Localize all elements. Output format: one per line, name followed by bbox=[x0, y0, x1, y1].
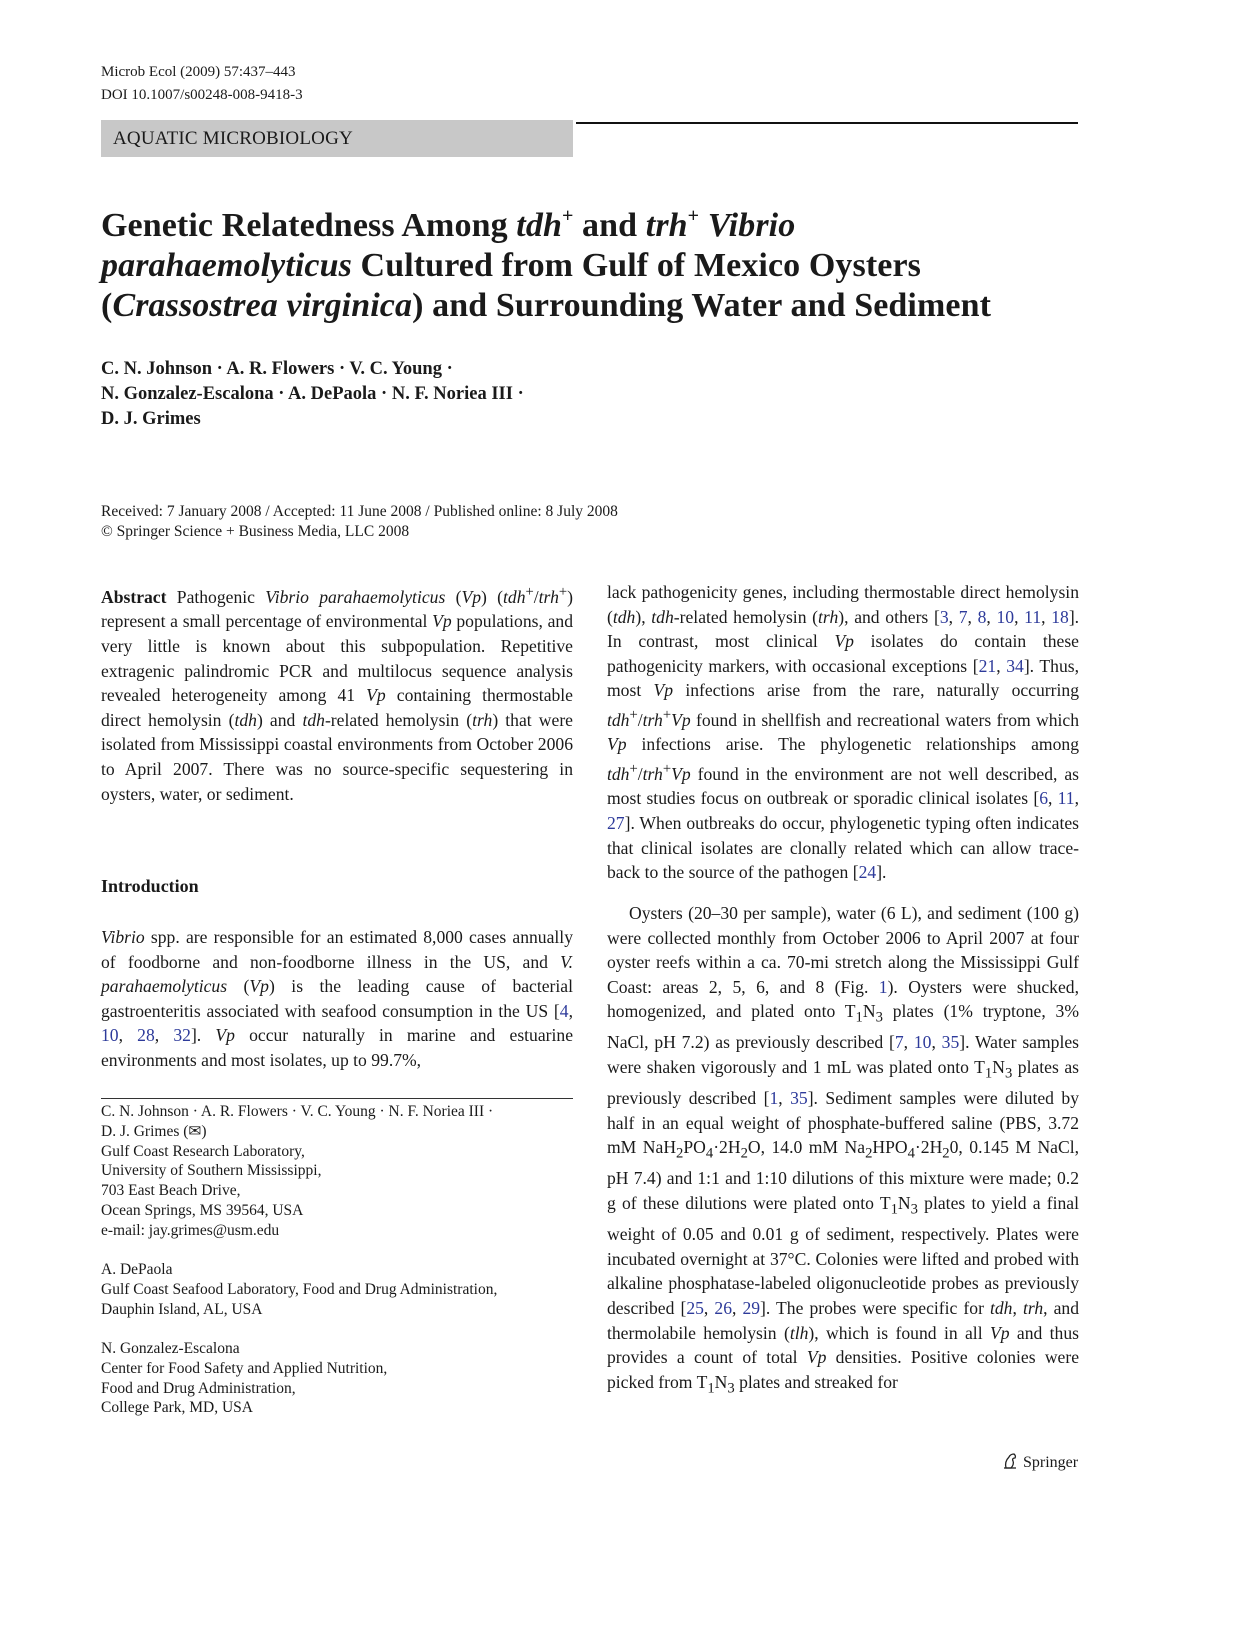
citation-link[interactable]: 10 bbox=[996, 606, 1015, 627]
publisher-name: Springer bbox=[1023, 1454, 1079, 1471]
header-rule bbox=[576, 122, 1078, 124]
affiliation-gonzalez: N. Gonzalez-Escalona Center for Food Safety and Applied Nutrition, Food and Drug Administration, College Park, MD, USA bbox=[101, 1340, 388, 1417]
figure-link[interactable]: 1 bbox=[878, 976, 888, 997]
doi: DOI 10.1007/s00248-008-9418-3 bbox=[101, 87, 303, 103]
publication-dates: Received: 7 January 2008 / Accepted: 11 June 2008 / Published online: 8 July 2008 © Springer Science + Business Media, LLC 2008 bbox=[101, 503, 618, 540]
author-list: C. N. Johnson · A. R. Flowers · V. C. Young · N. Gonzalez-Escalona · A. DePaola · N. F. Noriea III · D. J. Grimes bbox=[101, 359, 524, 429]
introduction-heading: Introduction bbox=[101, 876, 199, 896]
citation-link[interactable]: 10 bbox=[913, 1032, 932, 1053]
citation-link[interactable]: 28 bbox=[137, 1025, 155, 1046]
citation-link[interactable]: 3 bbox=[939, 606, 949, 627]
email-link[interactable]: e-mail: jay.grimes@usm.edu bbox=[101, 1221, 280, 1239]
citation-link[interactable]: 11 bbox=[1057, 788, 1075, 809]
abstract: Abstract Pathogenic Vibrio parahaemolyticus (Vp) (tdh+/trh+) represent a small percentage of environmental Vp populations, and very little is known about this subpopulation. Repetitive extragenic palindromic PCR and multilocus sequence analysis revealed heterogeneity among 41 Vp containing thermostable direct hemolysin (tdh) and tdh-related hemolysin (trh) that were isolated from Mississippi coastal environments from October 2006 to April 2007. There was no source-specific sequestering in oysters, water, or sediment. bbox=[101, 584, 573, 804]
publisher-footer bbox=[1002, 1452, 1078, 1474]
footnote-rule bbox=[101, 1098, 573, 1099]
citation-link[interactable]: 11 bbox=[1024, 606, 1042, 627]
affiliation-depaola: A. DePaola Gulf Coast Seafood Laboratory, Food and Drug Administration, Dauphin Island, AL, USA bbox=[101, 1261, 498, 1318]
journal-citation: Microb Ecol (2009) 57:437–443 bbox=[101, 64, 296, 80]
citation-link[interactable]: 7 bbox=[958, 606, 968, 627]
citation-link[interactable]: 8 bbox=[977, 606, 987, 627]
citation-link[interactable]: 1 bbox=[769, 1088, 779, 1109]
springer-horse-icon bbox=[1002, 1452, 1019, 1470]
methods-paragraph: Oysters (20–30 per sample), water (6 L), and sediment (100 g) were collected monthly from October 2006 to April 2007 at four oyster reefs within a ca. 70-mi stretch along the Mississippi Gulf Coast: areas 2, 5, 6, and 8 (Fig. 1). Oysters were shucked, homogenized, and plated onto $T_1N_3$ plates (1% tryptone, 3% NaCl, pH 7.2) as previously described [7, 10, 35]. Water samples were shaken vigorously and 1 mL was plated onto $T_1N_3$ plates as previously described [1, 35]. Sediment samples were diluted by half in an equal weight of phosphate-buffered saline (PBS, 3.72 mM $NaH_2PO_4\cdot 2H_2O$, 14.0 mM $Na_2HPO_4\cdot 2H_20$, 0.145 M NaCl, pH 7.4) and 1:1 and 1:10 dilutions of this mixture were made; 0.2 g of these dilutions were plated onto $T_1N_3$ plates to yield a final weight of 0.05 and 0.01 g of sediment, respectively. Plates were incubated overnight at 37°C. Colonies were lifted and probed with alkaline phosphatase-labeled oligonucleotide probes as previously described [25, 26, 29]. The probes were specific for tdh, trh, and thermolabile hemolysin (tlh), which is found in all Vp and thus provides a count of total Vp densities. Positive colonies were picked from $T_1N_3$ plates and streaked for bbox=[607, 903, 1080, 1397]
intro-continued-paragraph: lack pathogenicity genes, including thermostable direct hemolysin (tdh), tdh-related hemolysin (trh), and others [3, 7, 8, 10, 11, 18]. In contrast, most clinical Vp isolates do contain these pathogenicity markers, with occasional exceptions [21, 34]. Thus, most Vp infections arise from the rare, naturally occurring tdh+/trh+Vp found in shellfish and recreational waters from which Vp infections arise. The phylogenetic relationships among tdh+/trh+Vp found in the environment are not well described, as most studies focus on outbreak or sporadic clinical isolates [6, 11, 27]. When outbreaks do occur, phylogenetic typing often indicates that clinical isolates are clonally related which can allow trace-back to the source of the pathogen [24]. bbox=[607, 582, 1080, 883]
affiliation-grimes: C. N. Johnson · A. R. Flowers · V. C. Young · N. F. Noriea III · D. J. Grimes (✉) Gulf Coast Research Laboratory, University of Southern Mississippi, 703 East Beach Drive, Ocean Springs, MS 39564, USA e-mail: jay.grimes@usm.edu bbox=[101, 1102, 573, 1241]
citation-link[interactable]: 4 bbox=[559, 1000, 569, 1021]
citation-link[interactable]: 18 bbox=[1051, 606, 1069, 627]
citation-link[interactable]: 32 bbox=[173, 1025, 191, 1046]
citation-link[interactable]: 24 bbox=[858, 862, 877, 883]
citation-link[interactable]: 25 bbox=[686, 1297, 704, 1318]
citation-link[interactable]: 7 bbox=[894, 1032, 904, 1053]
introduction-paragraph: Vibrio spp. are responsible for an estimated 8,000 cases annually of foodborne and non-foodborne illness in the US, and V. parahaemolyticus (Vp) is the leading cause of bacterial gastroenteritis associated with seafood consumption in the US [4, 10, 28, 32]. Vp occur naturally in marine and estuarine environments and most isolates, up to 99.7%, bbox=[101, 927, 574, 1070]
abstract-label: Abstract bbox=[101, 586, 167, 607]
citation-link[interactable]: 35 bbox=[790, 1088, 808, 1109]
citation-link[interactable]: 26 bbox=[714, 1297, 732, 1318]
citation-link[interactable]: 10 bbox=[101, 1025, 119, 1046]
section-label: AQUATIC MICROBIOLOGY bbox=[101, 120, 573, 157]
citation-link[interactable]: 21 bbox=[978, 655, 997, 676]
citation-link[interactable]: 27 bbox=[607, 813, 625, 834]
citation-link[interactable]: 34 bbox=[1006, 655, 1024, 676]
citation-link[interactable]: 35 bbox=[941, 1032, 960, 1053]
article-title: Genetic Relatedness Among tdh+ and trh+ Vibrio parahaemolyticus Cultured from Gulf of Mexico Oysters (Crassostrea virginica) and Surrounding Water and Sediment bbox=[101, 204, 992, 324]
citation-link[interactable]: 6 bbox=[1039, 788, 1048, 809]
citation-link[interactable]: 29 bbox=[742, 1297, 761, 1318]
